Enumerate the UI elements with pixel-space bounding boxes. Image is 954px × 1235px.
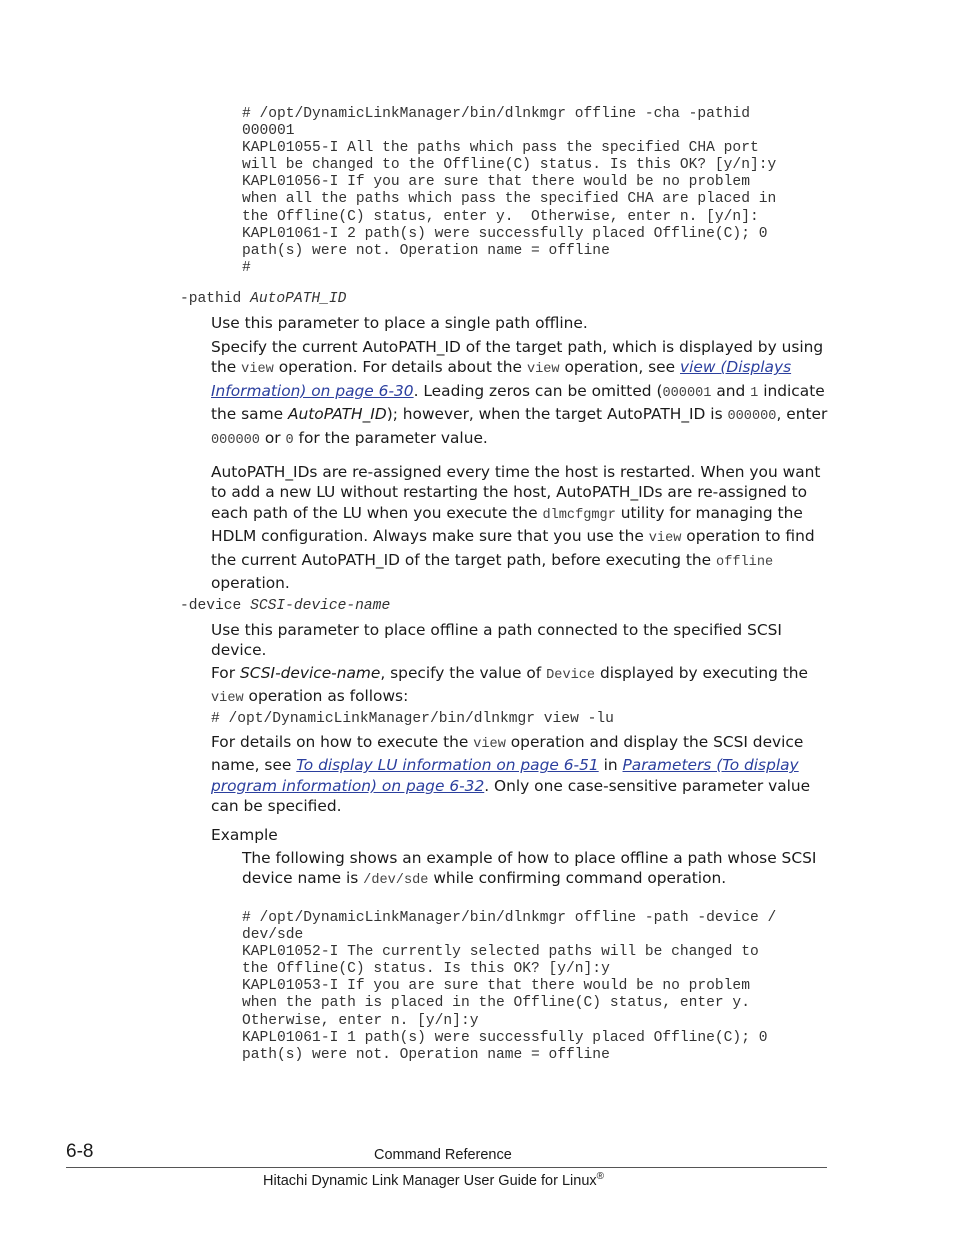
code-block-cha-offline: # /opt/DynamicLinkManager/bin/dlnkmgr offline -cha -pathid 000001 KAPL01055-I All the paths which pass the specified CHA port will be changed to the Offline(C) status. Is this OK? [y/n]:y KAPL01056-I If you are sure that there would be no problem when all the paths which pass the specified CHA are placed in the Offline(C) status, enter y. Otherwise, enter n. [y/n]: KAPL01061-I 2 path(s) were successfully placed Offline(C); 0 path(s) were not. Operation name = offline # xyxy=(242,106,777,276)
example-label: Example xyxy=(211,826,278,844)
chapter-title: Command Reference xyxy=(374,1147,512,1163)
option-name: -device xyxy=(180,598,242,614)
device-paragraph-3: For details on how to execute the view operation and display the SCSI device name, see To display LU information on page 6-51 in Parameters (To display program information) on page 6-32. Only one case-sensitive parameter value can be specified. xyxy=(211,733,811,816)
option-pathid xyxy=(180,291,346,307)
code-view-lu-command: # /opt/DynamicLinkManager/bin/dlnkmgr view -lu xyxy=(211,711,614,727)
link-parameters-program-information[interactable]: Parameters (To display program information) on page 6-32 xyxy=(211,756,799,795)
option-arg: AutoPATH_ID xyxy=(250,291,347,307)
option-name: -pathid xyxy=(180,291,242,307)
pathid-paragraph-2: Specify the current AutoPATH_ID of the target path, which is displayed by using the view operation. For details about the view operation, see view (Displays Information) on page 6-30. Leading zeros can be omitted (000001 and 1 indicate the same AutoPATH_ID); however, when the target AutoPATH_ID is 000000, enter 000000 or 0 for the parameter value. xyxy=(211,338,828,448)
option-arg: SCSI-device-name xyxy=(250,598,391,614)
device-paragraph-2: For SCSI-device-name, specify the value of Device displayed by executing the view operation as follows: xyxy=(211,664,809,707)
link-display-lu-information[interactable]: To display LU information on page 6-51 xyxy=(296,756,599,775)
registered-mark: ® xyxy=(596,1171,605,1182)
book-title: Hitachi Dynamic Link Manager User Guide for Linux® xyxy=(263,1171,605,1189)
footer-divider xyxy=(66,1167,827,1168)
page-number: 6-8 xyxy=(66,1141,94,1162)
device-paragraph-1: Use this parameter to place offline a path connected to the specified SCSI device. xyxy=(211,621,782,660)
pathid-paragraph-1: Use this parameter to place a single path offline. xyxy=(211,314,588,332)
link-view-displays-information[interactable]: view (Displays Information) on page 6-30 xyxy=(211,358,792,400)
option-device xyxy=(180,598,390,614)
pathid-paragraph-3: AutoPATH_IDs are re-assigned every time the host is restarted. When you want to add a new LU without restarting the host, AutoPATH_IDs are re-assigned to each path of the LU when you execute the dlmcfgmgr utility for managing the HDLM configuration. Always make sure that you use the view operation to find the current AutoPATH_ID of the target path, before executing the offline operation. xyxy=(211,463,821,593)
example-description: The following shows an example of how to place offline a path whose SCSI device name is /dev/sde while confirming command operation. xyxy=(242,849,817,889)
code-block-device-offline: # /opt/DynamicLinkManager/bin/dlnkmgr offline -path -device / dev/sde KAPL01052-I The currently selected paths will be changed to the Offline(C) status. Is this OK? [y/n]:y KAPL01053-I If you are sure that there would be no problem when the path is placed in the Offline(C) status, enter y. Otherwise, enter n. [y/n]:y KAPL01061-I 1 path(s) were successfully placed Offline(C); 0 path(s) were not. Operation name = offline xyxy=(242,910,777,1063)
